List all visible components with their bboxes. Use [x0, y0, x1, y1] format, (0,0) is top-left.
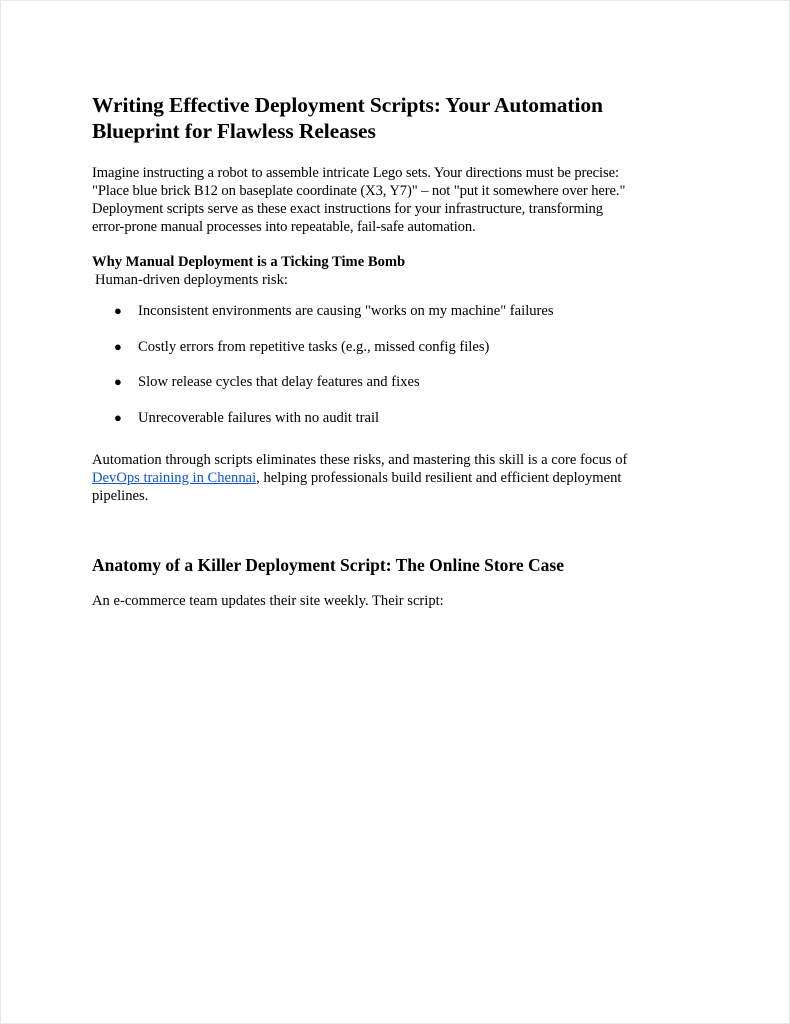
list-item-text: Costly errors from repetitive tasks (e.g., missed config files): [138, 338, 490, 355]
automation-line-2-text: , helping professionals build resilient and efficient deployment: [256, 469, 622, 486]
intro-line-2: "Place blue brick B12 on baseplate coordinate (X3, Y7)" – not "put it somewhere over here.": [92, 183, 626, 199]
list-item: [92, 373, 682, 391]
intro-line-1: Imagine instructing a robot to assemble intricate Lego sets. Your directions must be precise:: [92, 165, 619, 181]
title-line-1: Writing Effective Deployment Scripts: Your Automation: [92, 93, 603, 117]
list-item-text: Unrecoverable failures with no audit trail: [138, 409, 380, 426]
document-title: [92, 92, 682, 144]
section-intro-risks: Human-driven deployments risk:: [95, 272, 288, 288]
list-item-text: Slow release cycles that delay features and fixes: [138, 374, 420, 391]
list-item: [92, 409, 682, 427]
risk-list: [92, 302, 682, 427]
bullet-icon: ●: [114, 303, 122, 318]
list-item-text: Inconsistent environments are causing "works on my machine" failures: [138, 303, 554, 319]
automation-line-2: [92, 469, 682, 487]
case-intro-paragraph: An e-commerce team updates their site weekly. Their script:: [92, 592, 444, 609]
title-line-2: Blueprint for Flawless Releases: [92, 119, 376, 143]
devops-training-link[interactable]: DevOps training in Chennai: [92, 469, 257, 486]
intro-paragraph: [92, 164, 682, 236]
automation-paragraph: [92, 451, 682, 505]
bullet-icon: ●: [114, 374, 122, 390]
automation-line-3: pipelines.: [92, 487, 149, 504]
intro-line-3: Deployment scripts serve as these exact instructions for your infrastructure, transforming: [92, 201, 603, 217]
list-item: [92, 338, 682, 356]
bullet-icon: ●: [114, 409, 122, 425]
document-body: [92, 92, 682, 610]
section-heading-manual-deployment: Why Manual Deployment is a Ticking Time Bomb: [92, 254, 406, 270]
intro-line-4: error-prone manual processes into repeatable, fail-safe automation.: [92, 219, 476, 235]
section-heading-anatomy: Anatomy of a Killer Deployment Script: The Online Store Case: [92, 554, 564, 575]
automation-line-1: Automation through scripts eliminates these risks, and mastering this skill is a core focus of: [92, 451, 628, 468]
list-item: [92, 302, 682, 320]
bullet-icon: ●: [114, 338, 122, 354]
